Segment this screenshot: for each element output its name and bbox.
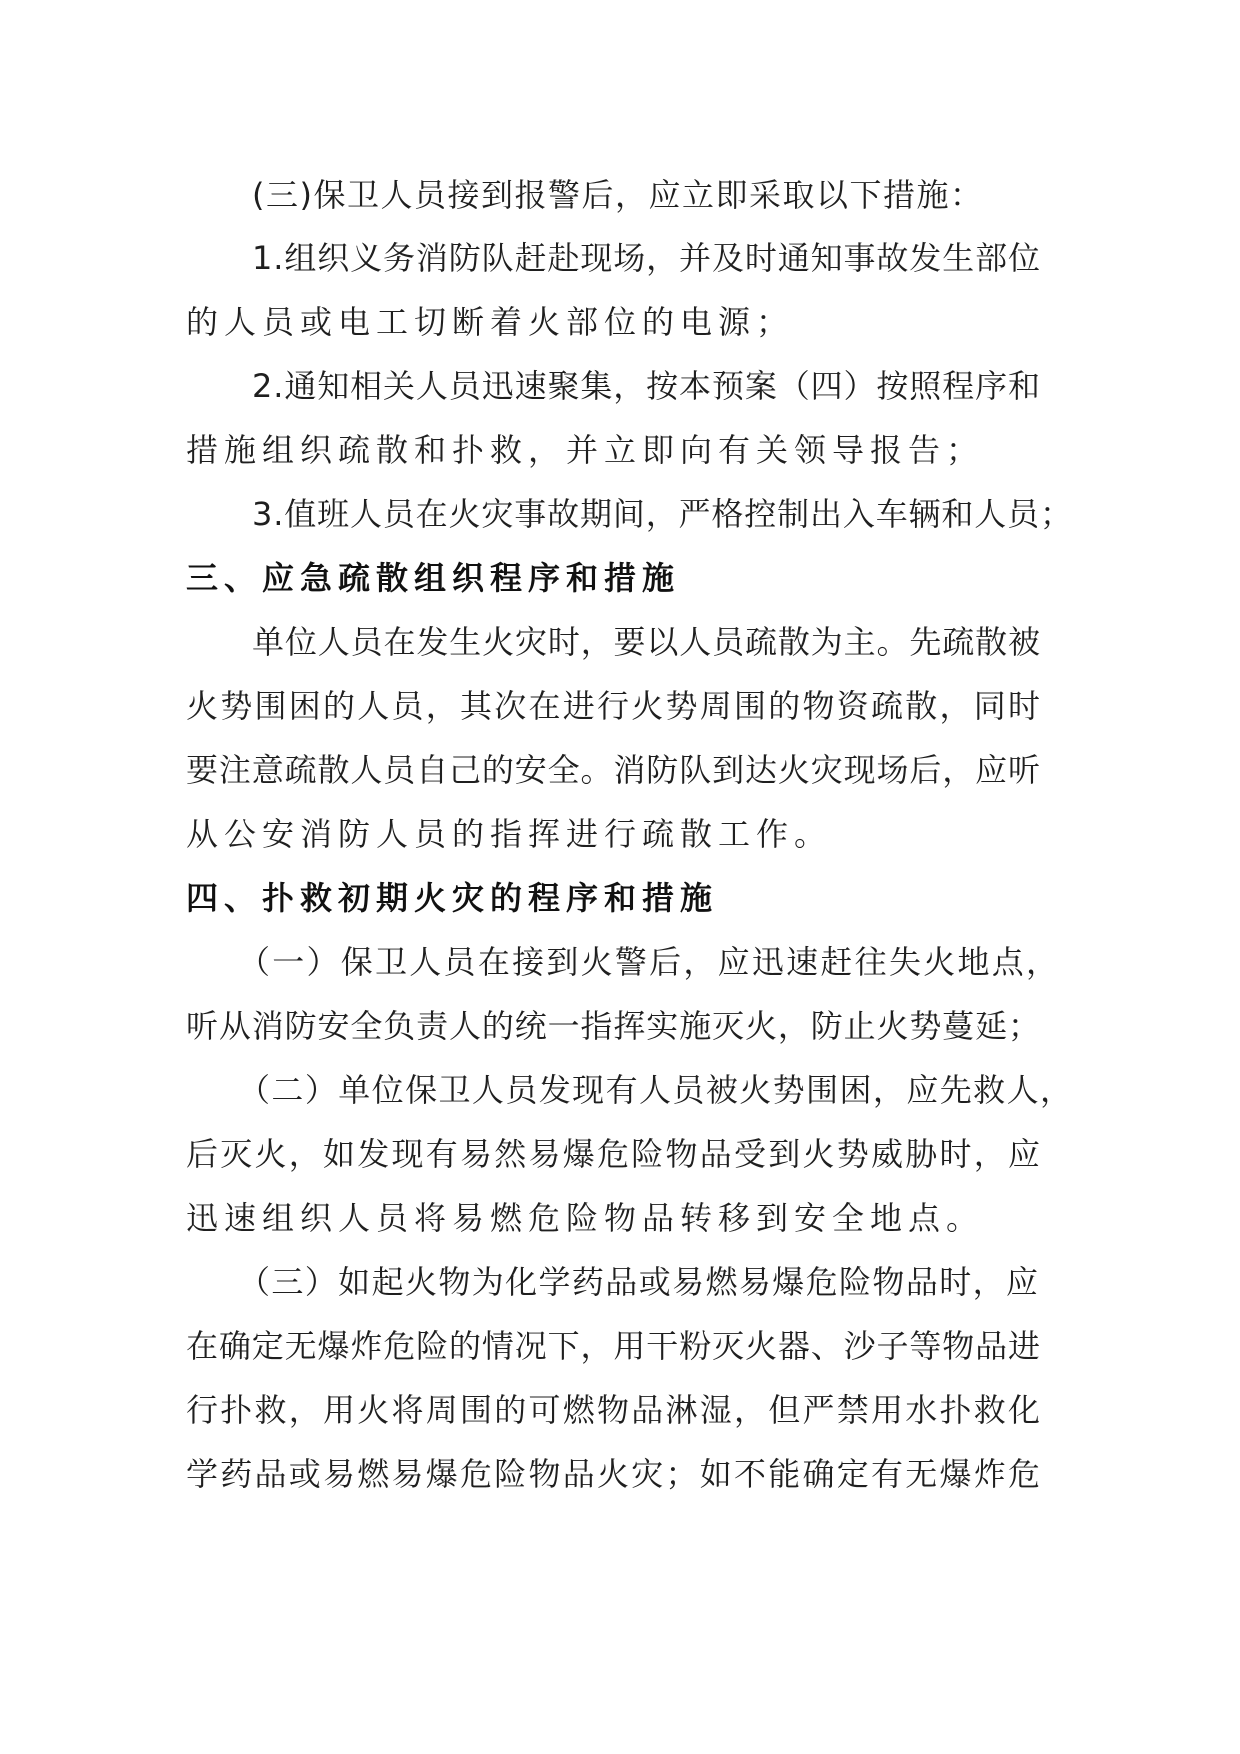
paragraph-line: （三）如起火物为化学药品或易燃易爆危险物品时，应 [238,1263,1040,1301]
paragraph-line: 行扑救，用火将周围的可燃物品淋湿，但严禁用水扑救化 [186,1391,1043,1429]
paragraph-line: 学药品或易燃易爆危险物品火灾；如不能确定有无爆炸危 [186,1455,1043,1493]
paragraph-line: 在确定无爆炸危险的情况下，用干粉灭火器、沙子等物品进 [186,1327,1041,1365]
paragraph-line: （一）保卫人员在接到火警后，应迅速赶往失火地点， [238,943,1061,981]
section-heading: 三、应急疏散组织程序和措施 [186,559,681,597]
paragraph-line: 迅速组织人员将易燃危险物品转移到安全地点。 [186,1199,985,1237]
paragraph-line: 1.组织义务消防队赶赴现场，并及时通知事故发生部位 [252,239,1041,277]
paragraph-line: 听从消防安全负责人的统一指挥实施灭火，防止火势蔓延； [186,1007,1041,1045]
paragraph-line: 2.通知相关人员迅速聚集，按本预案（四）按照程序和 [252,367,1041,405]
paragraph-line: 火势围困的人员，其次在进行火势周围的物资疏散，同时 [186,687,1043,725]
paragraph-line: (三)保卫人员接到报警后，应立即采取以下措施： [252,176,984,214]
paragraph-line: 要注意疏散人员自己的安全。消防队到达火灾现场后，应听 [186,751,1041,789]
paragraph-line: 的人员或电工切断着火部位的电源； [186,303,795,341]
paragraph-line: 单位人员在发生火灾时，要以人员疏散为主。先疏散被 [252,623,1041,661]
paragraph-line: （二）单位保卫人员发现有人员被火势围困，应先救人， [238,1071,1074,1109]
paragraph-line: 措施组织疏散和扑救，并立即向有关领导报告； [186,431,985,469]
paragraph-line: 后灭火，如发现有易然易爆危险物品受到火势威胁时，应 [186,1135,1043,1173]
section-heading: 四、扑救初期火灾的程序和措施 [186,879,719,917]
paragraph-line: 3.值班人员在火灾事故期间，严格控制出入车辆和人员； [252,495,1073,533]
paragraph-line: 从公安消防人员的指挥进行疏散工作。 [186,815,833,853]
